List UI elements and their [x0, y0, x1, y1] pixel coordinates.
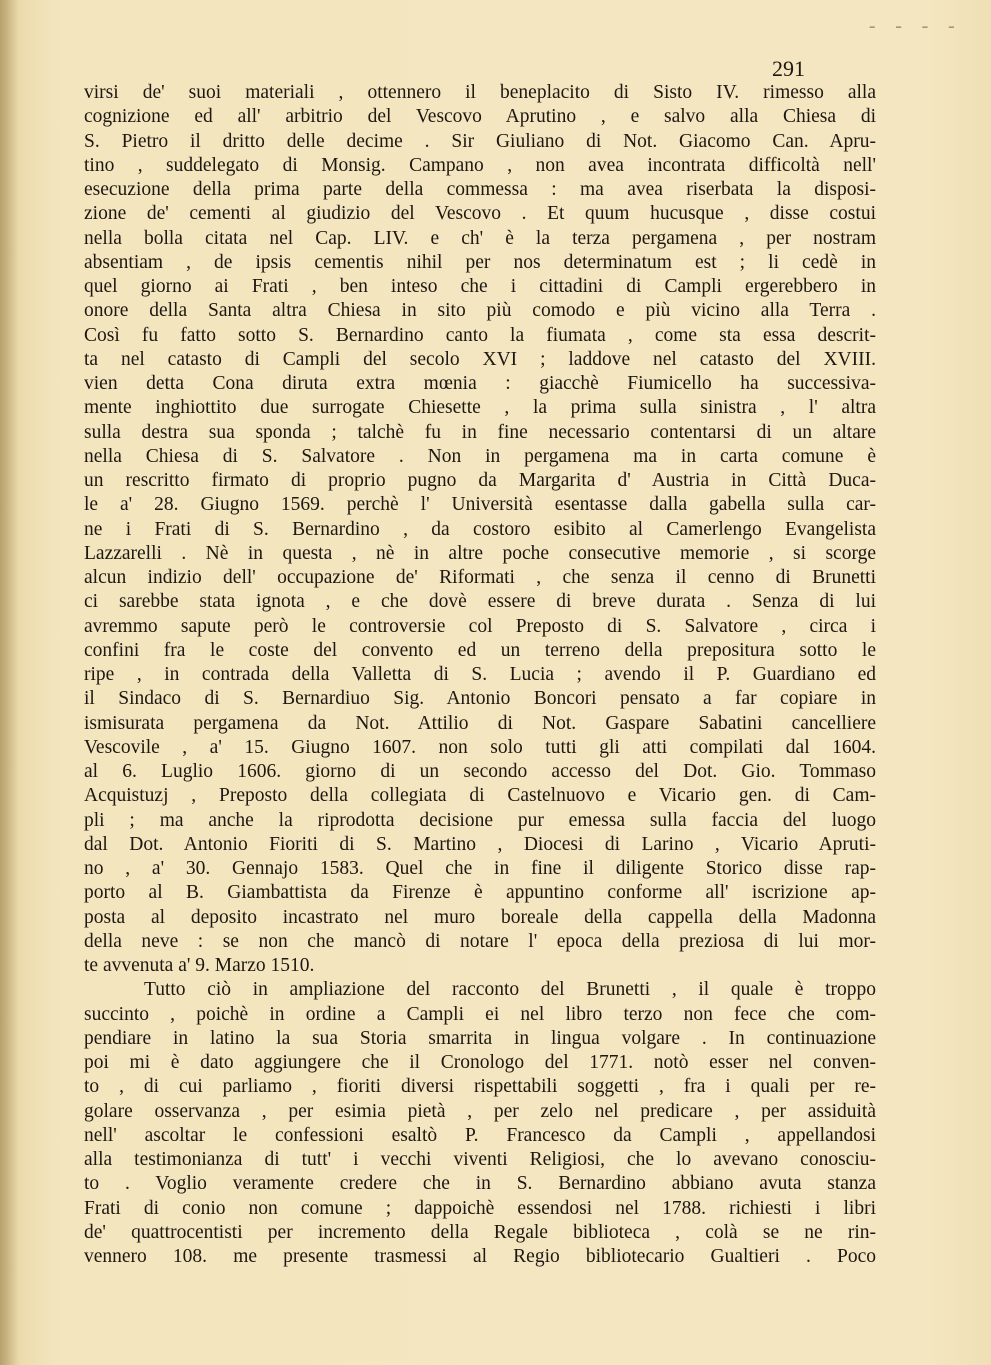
text-line: S. Pietro il dritto delle decime . Sir Giuliano di Not. Giacomo Can. Apru- [84, 130, 876, 152]
text-line: nell' ascoltar le confessioni esaltò P. Francesco da Campli , appellandosi [84, 1124, 876, 1146]
text-line: pendiare in latino la sua Storia smarrita in lingua volgare . In continuazione [84, 1027, 876, 1049]
text-line: posta al deposito incastrato nel muro boreale della cappella della Madonna [84, 906, 876, 928]
text-line: Lazzarelli . Nè in questa , nè in altre poche consecutive memorie , si scorge [84, 542, 876, 564]
text-line: golare osservanza , per esimia pietà , per zelo nel predicare , per assiduità [84, 1100, 876, 1122]
text-line: cognizione ed all' arbitrio del Vescovo Aprutino , e salvo alla Chiesa di [84, 106, 876, 128]
text-line: ci sarebbe stata ignota , e che dovè essere di breve durata . Senza di lui [84, 591, 876, 613]
text-line: ne i Frati di S. Bernardino , da costoro esibito al Camerlengo Evangelista [84, 518, 876, 540]
text-line: ripe , in contrada della Valletta di S. Lucia ; avendo il P. Guardiano ed [84, 664, 876, 685]
binding-shadow [0, 0, 18, 1365]
text-line: dal Dot. Antonio Fioriti di S. Martino , Diocesi di Larino , Vicario Apruti- [84, 833, 876, 855]
text-line: ta nel catasto di Campli del secolo XVI ; laddove nel catasto del XVIII. [84, 348, 876, 370]
text-line: onore della Santa altra Chiesa in sito più comodo e più vicino alla Terra . [84, 300, 876, 322]
text-line: pli ; ma anche la riprodotta decisione pur emessa sulla faccia del luogo [84, 809, 876, 831]
text-line: porto al B. Giambattista da Firenze è appuntino conforme all' iscrizione ap- [84, 882, 876, 904]
text-line: succinto , poichè in ordine a Campli ei nel libro terzo non fece che com- [84, 1003, 876, 1025]
text-line: alcun indizio dell' occupazione de' Riformati , che senza il cenno di Brunetti [84, 567, 876, 588]
text-line: Frati di conio non comune ; dappoichè essendosi nel 1788. richiesti i libri [84, 1197, 876, 1219]
text-line: to . Voglio veramente credere che in S. Bernardino abbiano avuta stanza [84, 1173, 876, 1195]
text-line: quel giorno ai Frati , ben inteso che i cittadini di Campli ergerebbero in [84, 276, 876, 297]
text-line: vien detta Cona diruta extra mœnia : giacchè Fiumicello ha successiva- [84, 373, 876, 394]
top-marks: – – – – [868, 20, 961, 34]
text-line: Acquistuzj , Preposto della collegiata di Castelnuovo e Vicario gen. di Cam- [84, 785, 876, 807]
text-line: te avvenuta a' 9. Marzo 1510. [84, 955, 315, 976]
text-line: poi mi è dato aggiungere che il Cronologo del 1771. notò esser nel conven- [84, 1052, 876, 1073]
page-number: 291 [772, 56, 805, 81]
text-line: tino , suddelegato di Monsig. Campano , non avea incontrata difficoltà nell' [84, 154, 876, 176]
text-line: virsi de' suoi materiali , ottennero il beneplacito di Sisto IV. rimesso alla [84, 82, 876, 103]
text-line: no , a' 30. Gennajo 1583. Quel che in fine il diligente Storico disse rap- [84, 858, 876, 879]
text-line: nella Chiesa di S. Salvatore . Non in pergamena ma in carta comune è [84, 445, 876, 467]
text-line: sulla destra sua sponda ; talchè fu in fine necessario contentarsi di un altare [84, 421, 876, 443]
text-line: de' quattrocentisti per incremento della Regale biblioteca , colà se ne rin- [84, 1221, 876, 1243]
text-line: vennero 108. me presente trasmessi al Regio bibliotecario Gualtieri . Poco [84, 1246, 876, 1267]
text-line: mente inghiottito due surrogate Chiesette , la prima sulla sinistra , l' altra [84, 397, 876, 419]
body-text [84, 81, 876, 1269]
text-line: il Sindaco di S. Bernardiuo Sig. Antonio Boncori pensato a far copiare in [84, 688, 876, 710]
text-line: avremmo sapute però le controversie col Preposto di S. Salvatore , circa i [84, 615, 876, 637]
text-line: un rescritto firmato di proprio pugno da Margarita d' Austria in Città Duca- [84, 470, 876, 491]
text-line: alla testimonianza di tutt' i vecchi viventi Religiosi, che lo avevano conosciu- [84, 1149, 876, 1170]
text-line: Tutto ciò in ampliazione del racconto del Brunetti , il quale è troppo [144, 979, 876, 1001]
text-line: esecuzione della prima parte della commessa : ma avea riserbata la disposi- [84, 179, 876, 200]
text-line: al 6. Luglio 1606. giorno di un secondo accesso del Dot. Gio. Tommaso [84, 761, 876, 782]
text-line: to , di cui parliamo , fioriti diversi rispettabili soggetti , fra i quali per re- [84, 1076, 876, 1098]
text-line: absentiam , de ipsis cementis nihil per nos determinatum est ; li cedè in [84, 251, 876, 273]
text-line: le a' 28. Giugno 1569. perchè l' Università esentasse dalla gabella sulla car- [84, 494, 876, 516]
text-line: zione de' cementi al giudizio del Vescovo . Et quum hucusque , disse costui [84, 203, 876, 225]
text-line: Vescovile , a' 15. Giugno 1607. non solo tutti gli atti compilati dal 1604. [84, 736, 876, 758]
text-line: della neve : se non che mancò di notare l' epoca della preziosa di lui mor- [84, 930, 876, 952]
text-line: confini fra le coste del convento ed un terreno della prepositura sotto le [84, 639, 876, 661]
text-line: nella bolla citata nel Cap. LIV. e ch' è la terza pergamena , per nostram [84, 227, 876, 249]
text-line: Così fu fatto sotto S. Bernardino canto la fiumata , come sta essa descrit- [84, 324, 876, 346]
text-line: ismisurata pergamena da Not. Attilio di Not. Gaspare Sabatini cancelliere [84, 712, 876, 734]
